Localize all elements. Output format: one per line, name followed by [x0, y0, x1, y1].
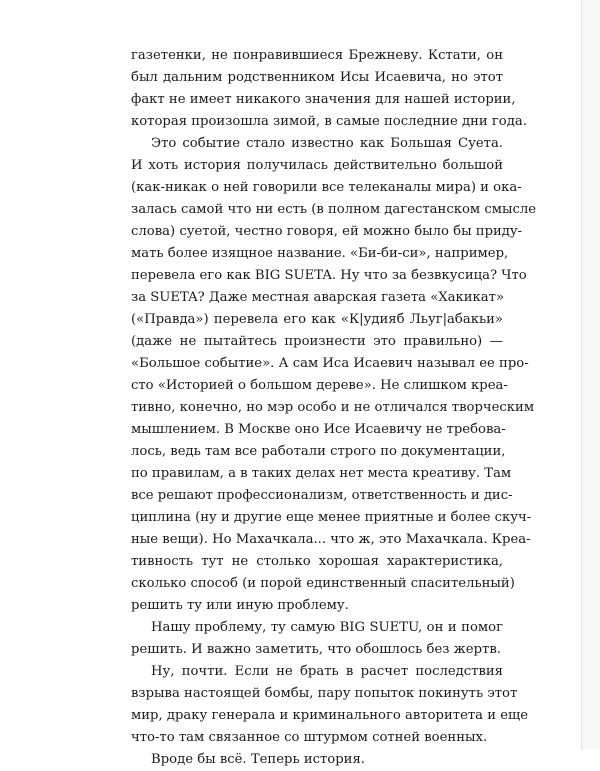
paragraph — [131, 133, 537, 617]
text-line: все решают профессионализм, ответственность и дис- — [131, 488, 513, 503]
text-line: мышлением. В Москве оно Исе Исаевичу не требова- — [131, 422, 506, 437]
paragraph — [131, 45, 527, 133]
text-line: (как-никак о ней говорили все телеканалы мира) и ока- — [131, 180, 522, 195]
text-line: («Правда») перевела его как «К|удияб Льуг|абакьи» — [131, 312, 503, 327]
text-line: (даже не пытайтесь произнести это правильно) — — [131, 334, 503, 349]
text-line: циплина (ну и другие еще менее приятные и более скуч- — [131, 510, 532, 525]
text-line: решить ту или иную проблему. — [131, 598, 349, 613]
text-line: Ну, почти. Если не брать в расчет последствия — [151, 664, 503, 679]
paragraph — [131, 661, 529, 749]
text-line: сколько способ (и порой единственный спасительный) — [131, 576, 515, 591]
text-line: по правилам, а в таких делах нет места креативу. Там — [131, 466, 512, 481]
text-line: Вроде бы всё. Теперь история. — [151, 752, 365, 767]
text-line: «Большое событие». А сам Иса Исаевич называл ее про- — [131, 356, 529, 371]
paragraph — [131, 749, 503, 771]
text-line: за SUETA? Даже местная аварская газета «Хакикат» — [131, 290, 505, 305]
text-line: газетенки, не понравившиеся Брежневу. Кстати, он — [131, 48, 503, 63]
text-line: решить. И важно заметить, что обошлось без жертв. — [131, 642, 501, 657]
text-line: залась самой что ни есть (в полном дагестанском смысле — [131, 202, 537, 217]
page-edge — [581, 0, 600, 750]
text-line: Нашу проблему, ту самую BIG SUETU, он и помог — [151, 620, 503, 635]
text-line: сто «Историей о большом дереве». Не слишком креа- — [131, 378, 508, 393]
text-line: взрыва настоящей бомбы, пару попыток покинуть этот — [131, 686, 518, 701]
text-line: тивно, конечно, но мэр особо и не отличался творческим — [131, 400, 535, 415]
paragraph — [131, 617, 503, 661]
text-line: что-то там связанное со штурмом сотней военных. — [131, 730, 488, 745]
text-line: И хоть история получилась действительно большой — [131, 158, 503, 173]
text-line: был дальним родственником Исы Исаевича, но этот — [131, 70, 503, 85]
text-line: лось, ведь там все работали строго по документации, — [131, 444, 506, 459]
text-line: слова) суетой, честно говоря, ей можно было бы приду- — [131, 224, 523, 239]
text-line: тивность тут не столько хорошая характеристика, — [131, 554, 503, 569]
text-line: мать более изящное название. «Би-би-си», например, — [131, 246, 509, 261]
text-line: перевела его как BIG SUETA. Ну что за безвкусица? Что — [131, 268, 527, 283]
text-line: ные вещи). Но Махачкала... что ж, это Махачкала. Креа- — [131, 532, 531, 547]
text-line: мир, драку генерала и криминального авторитета и еще — [131, 708, 529, 723]
body-text — [131, 45, 537, 771]
text-line: факт не имеет никакого значения для нашей истории, — [131, 92, 516, 107]
text-line: Это событие стало известно как Большая Суета. — [151, 136, 503, 151]
text-line: которая произошла зимой, в самые последние дни года. — [131, 114, 527, 129]
